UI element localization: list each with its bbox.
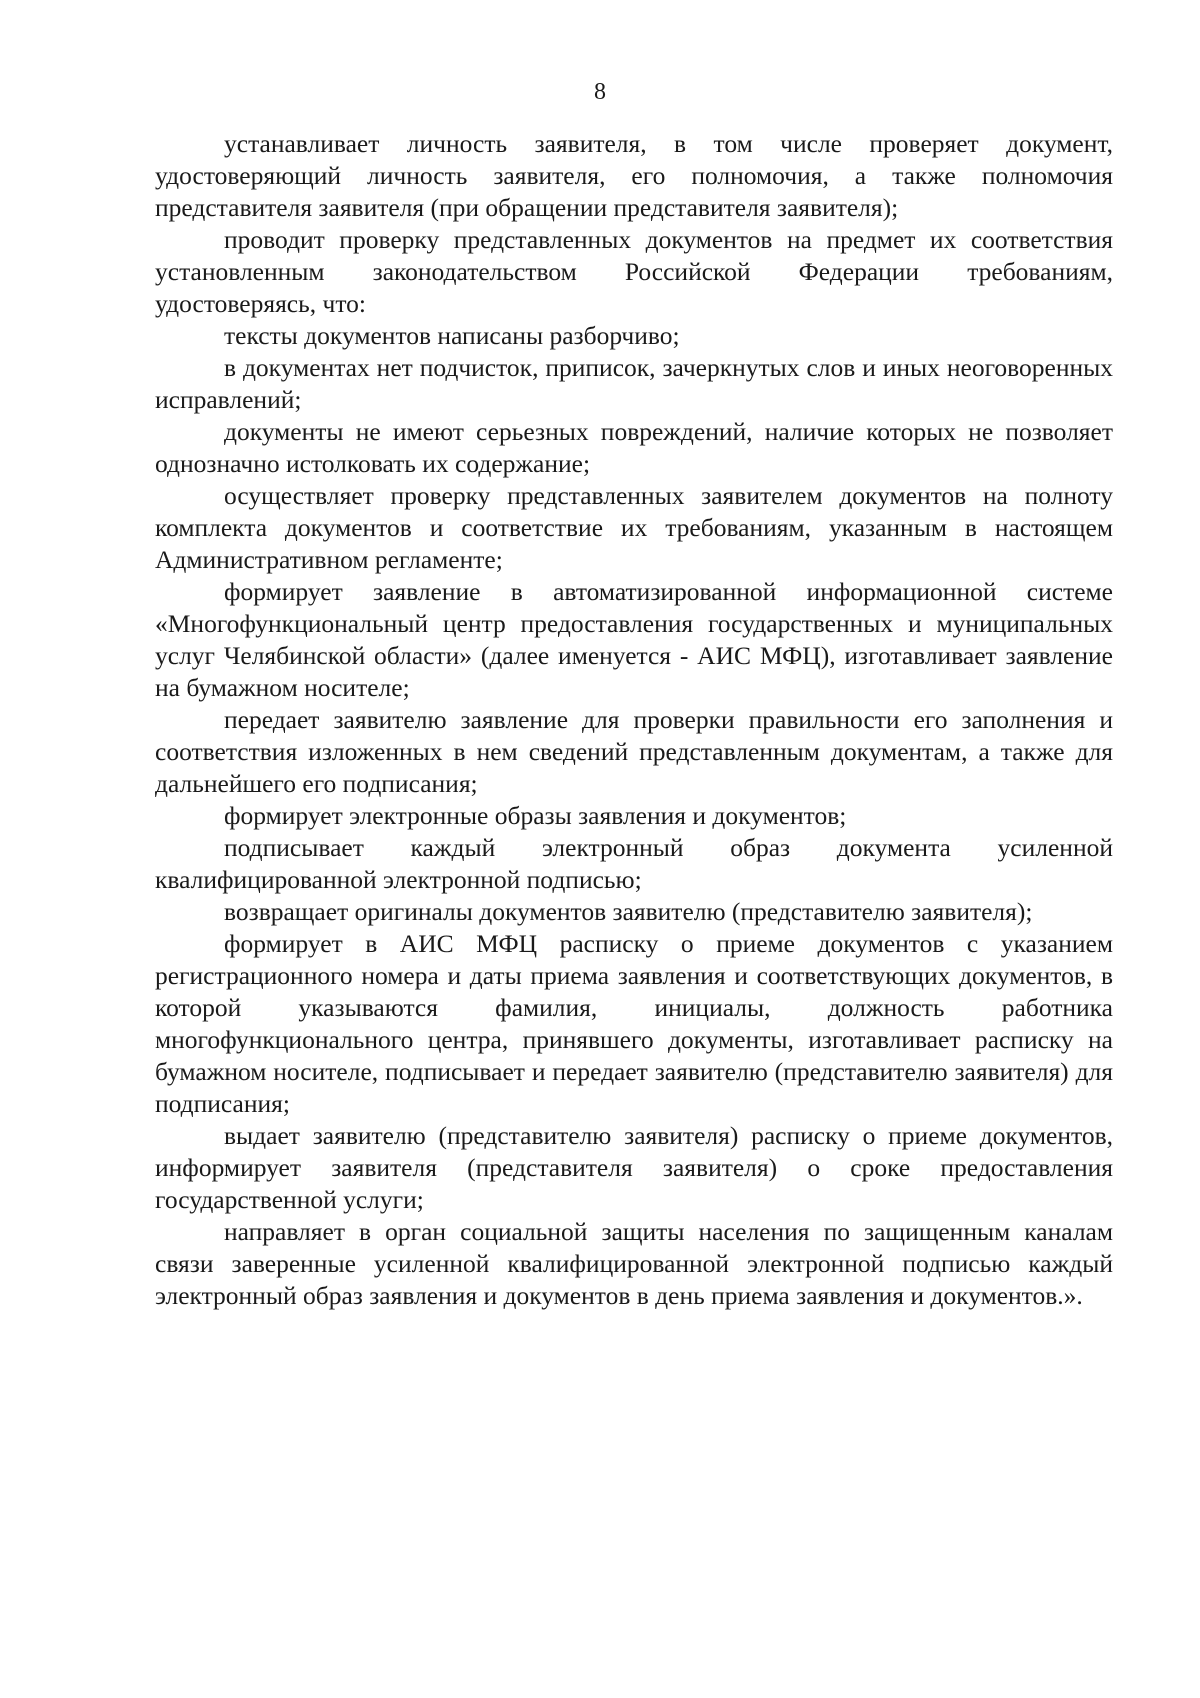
document-body: [155, 128, 1113, 1312]
paragraph: формирует электронные образы заявления и документов;: [224, 801, 847, 830]
paragraph: документы не имеют серьезных повреждений, наличие которых не позволяет однозначно истолковать их содержание;: [155, 417, 1113, 478]
paragraph: направляет в орган социальной защиты населения по защищенным каналам связи заверенные усиленной квалифицированной электронной подписью каждый электронный образ заявления и документов в день приема заявления и документов.».: [155, 1217, 1113, 1310]
page-number: 8: [594, 79, 606, 105]
paragraph: тексты документов написаны разборчиво;: [224, 321, 680, 350]
paragraph: передает заявителю заявление для проверки правильности его заполнения и соответствия изложенных в нем сведений представленным документам, а также для дальнейшего его подписания;: [155, 705, 1113, 798]
paragraph: выдает заявителю (представителю заявителя) расписку о приеме документов, информирует заявителя (представителя заявителя) о сроке предоставления государственной услуги;: [155, 1121, 1113, 1214]
paragraph: подписывает каждый электронный образ документа усиленной квалифицированной электронной подписью;: [155, 833, 1113, 894]
paragraph: устанавливает личность заявителя, в том числе проверяет документ, удостоверяющий личность заявителя, его полномочия, а также полномочия представителя заявителя (при обращении представителя заявителя);: [155, 129, 1113, 222]
paragraph: проводит проверку представленных документов на предмет их соответствия установленным законодательством Российской Федерации требованиям, удостоверяясь, что:: [155, 225, 1113, 318]
paragraph: в документах нет подчисток, приписок, зачеркнутых слов и иных неоговоренных исправлений;: [155, 353, 1113, 414]
paragraph: формирует заявление в автоматизированной информационной системе «Многофункциональный центр предоставления государственных и муниципальных услуг Челябинской области» (далее именуется - АИС МФЦ), изготавливает заявление на бумажном носителе;: [155, 577, 1113, 702]
paragraph: осуществляет проверку представленных заявителем документов на полноту комплекта документов и соответствие их требованиям, указанным в настоящем Административном регламенте;: [155, 481, 1113, 574]
paragraph: возвращает оригиналы документов заявителю (представителю заявителя);: [224, 897, 1033, 926]
paragraph: формирует в АИС МФЦ расписку о приеме документов с указанием регистрационного номера и даты приема заявления и соответствующих документов, в которой указываются фамилия, инициалы, должность работника многофункционального центра, принявшего документы, изготавливает расписку на бумажном носителе, подписывает и передает заявителю (представителю заявителя) для подписания;: [155, 929, 1113, 1118]
